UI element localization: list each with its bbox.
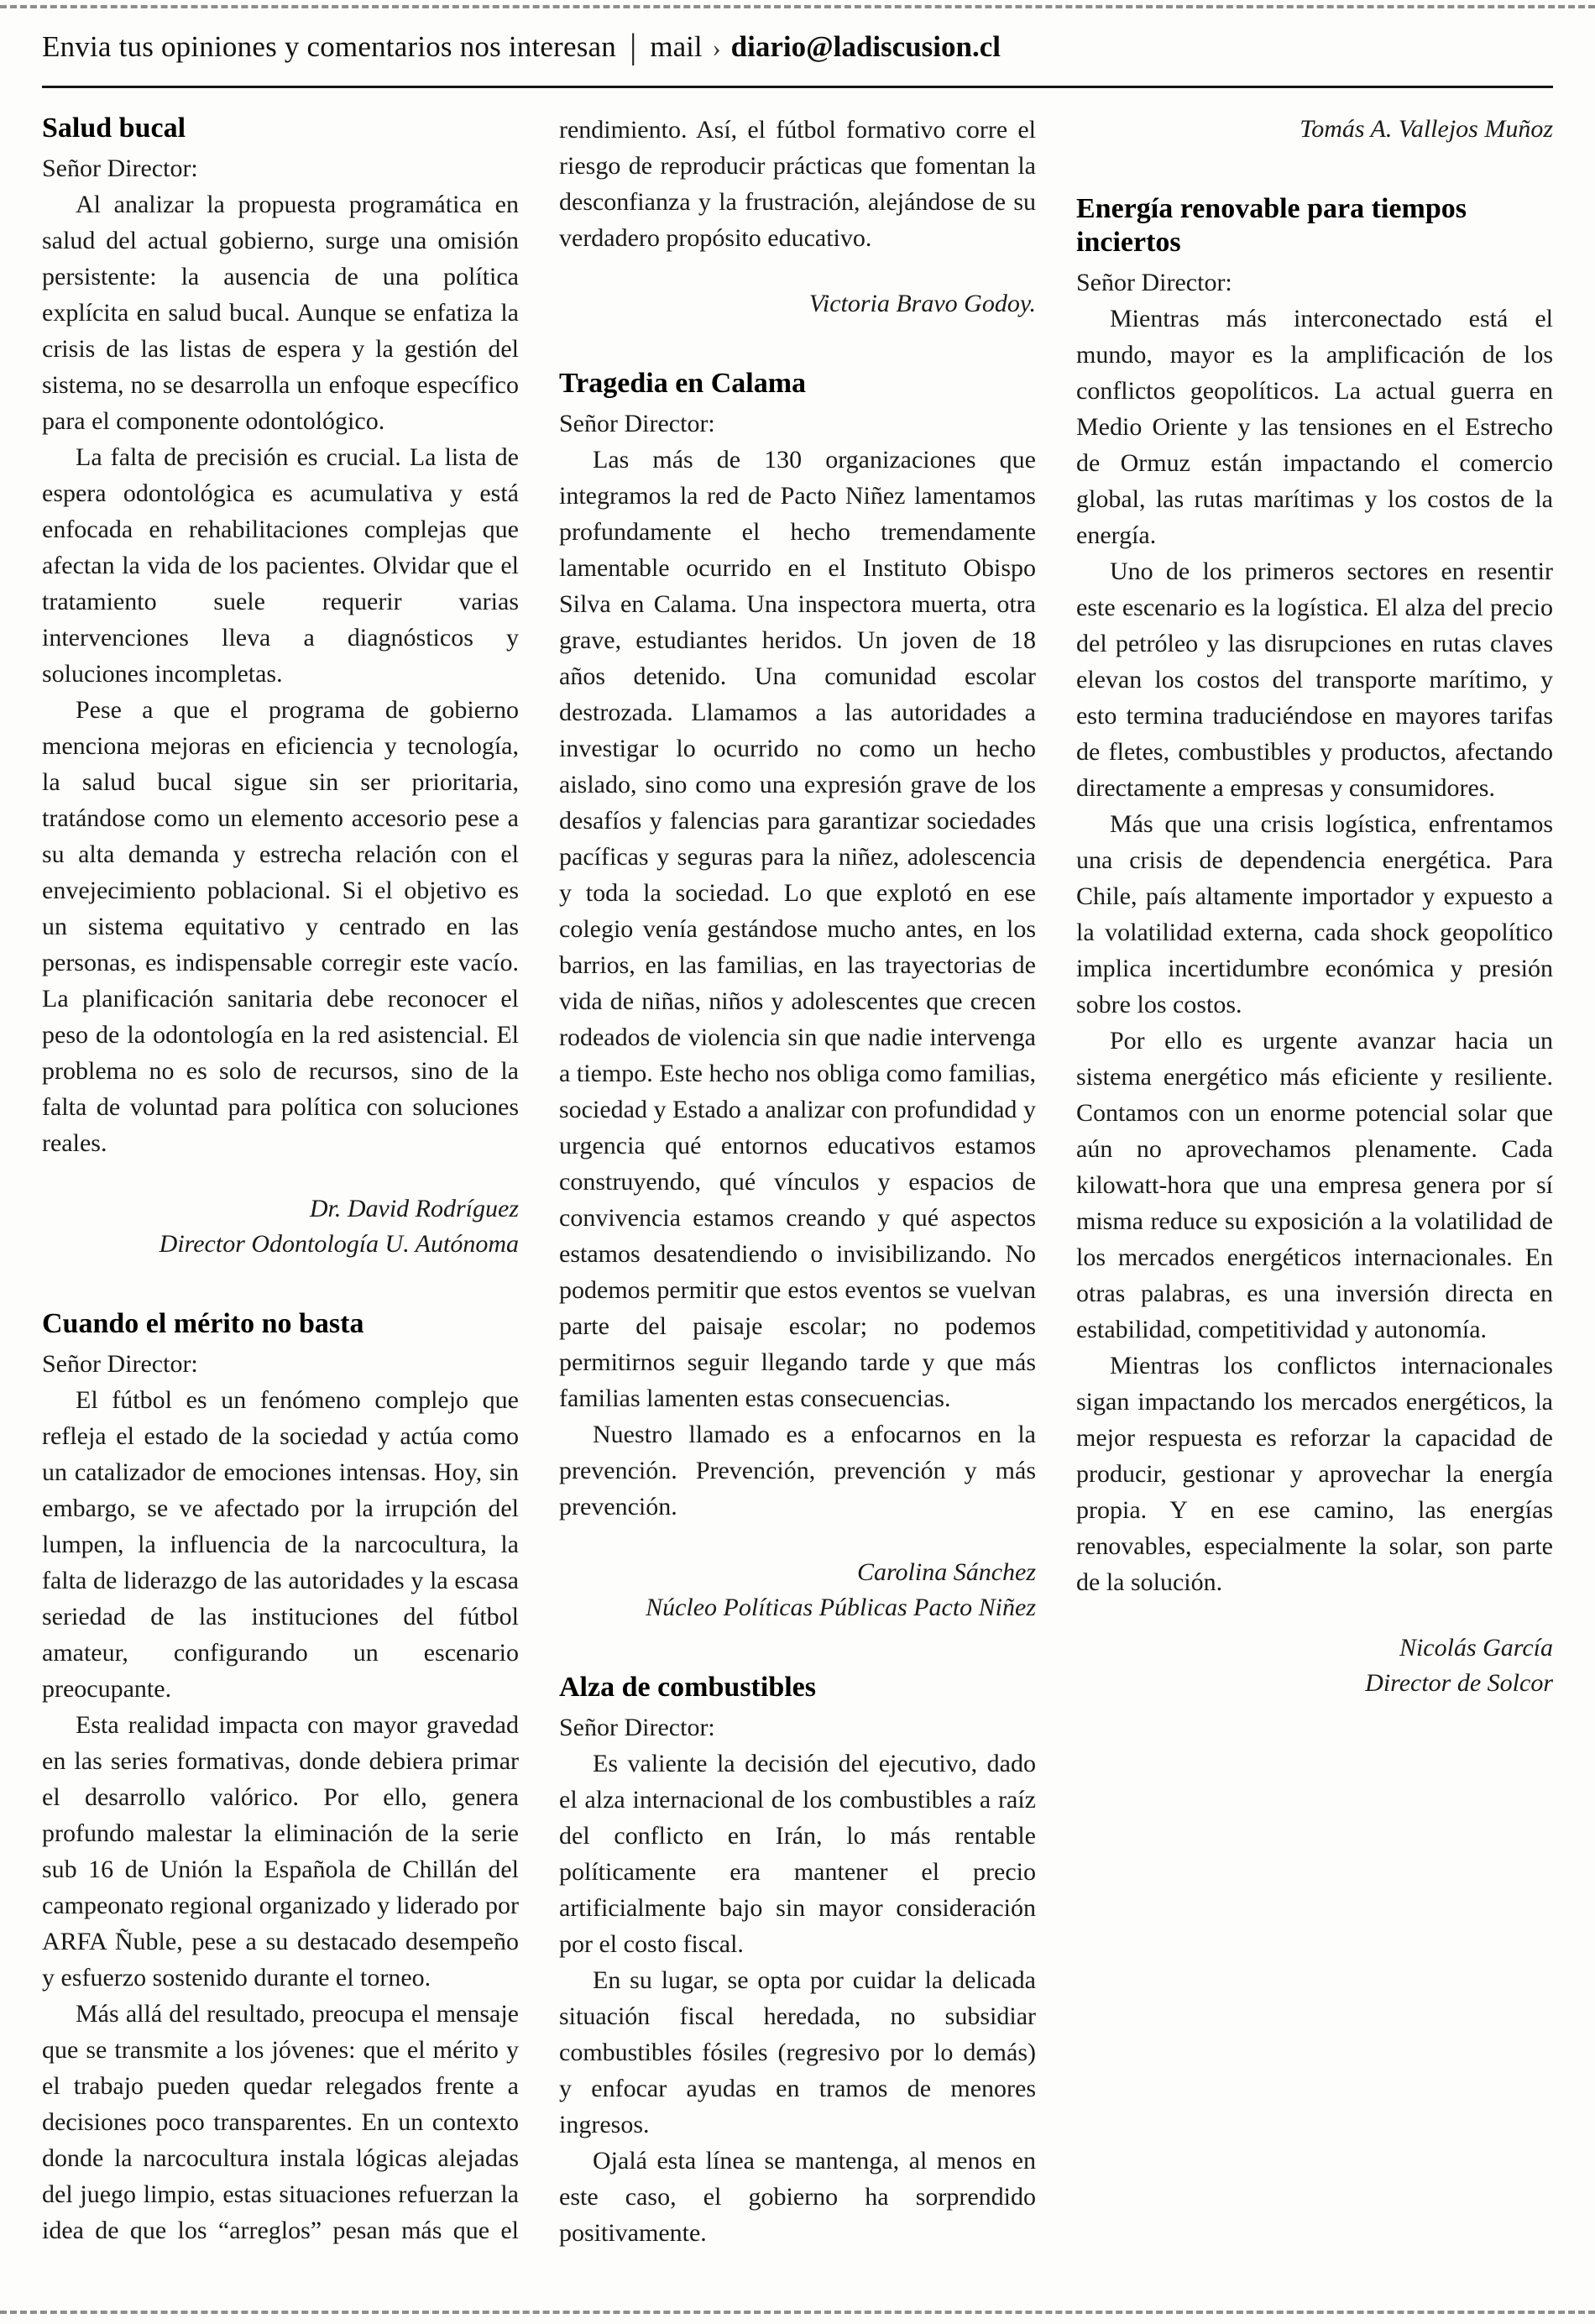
masthead-divider: | — [630, 28, 637, 66]
masthead-invite-text: Envia tus opiniones y comentarios nos interesan — [42, 30, 616, 63]
letter-tragedia-en-calama — [559, 367, 1036, 1625]
letter-paragraph: La falta de precisión es crucial. La lista de espera odontológica es acumulativa y está enfocada en rehabilitaciones complejas que afectan la vida de los pacientes. Olvidar que el tratamiento suele requerir varias intervenciones lleva a diagnósticos y soluciones incompletas. — [42, 443, 519, 688]
masthead-email-address: diario@ladiscusion.cl — [730, 30, 1001, 63]
letter-salud-bucal — [42, 112, 519, 1262]
letter-salutation: Señor Director: — [42, 154, 198, 182]
signature-line: Tomás A. Vallejos Muñoz — [1300, 115, 1553, 143]
letter-title: Energía renovable para tiempos inciertos — [1076, 193, 1467, 258]
letter-paragraph: Nuestro llamado es a enfocarnos en la prevención. Prevención, prevención y más prevención. — [559, 1421, 1036, 1521]
signature-line: Dr. David Rodríguez — [309, 1195, 519, 1222]
letter-paragraph: Ojalá esta línea se mantenga, al menos en este caso, el gobierno ha sorprendido positivamente. — [559, 2147, 1036, 2247]
letter-paragraph: Uno de los primeros sectores en resentir este escenario es la logística. El alza del precio del petróleo y las disrupciones en rutas claves elevan los costos del transporte marítimo, y esto termina traduciéndose en mayores tarifas de fletes, combustibles y productos, afectando directamente a empresas y consumidores. — [1076, 557, 1553, 802]
chevron-right-icon: › — [712, 34, 721, 62]
page-cut-mark-bottom — [0, 2311, 1595, 2314]
letter-paragraph: Al analizar la propuesta programática en salud del actual gobierno, surge una omisión persistente: la ausencia de una política explícita en salud bucal. Aunque se enfatiza la crisis de las listas de espera y la gestión del sistema, no se desarrolla un enfoque específico para el componente odontológico. — [42, 191, 519, 435]
signature-line: Núcleo Políticas Públicas Pacto Niñez — [646, 1594, 1036, 1621]
letter-paragraph: Es valiente la decisión del ejecutivo, dado el alza internacional de los combustibles a raíz del conflicto en Irán, lo más rentable políticamente era mantener el precio artificialmente bajo sin mayor consideración por el costo fiscal. — [559, 1750, 1036, 1958]
letters-page — [42, 0, 1553, 2278]
letter-paragraph: El fútbol es un fenómeno complejo que refleja el estado de la sociedad y actúa como un catalizador de emociones intensas. Hoy, sin embargo, se ve afectado por la irrupción del lumpen, la influencia de la narcocultura, la falta de liderazgo de las autoridades y la escasa seriedad de las instituciones del fútbol amateur, configurando un escenario preocupante. — [42, 1386, 519, 1703]
letter-paragraph: Por ello es urgente avanzar hacia un sistema energético más eficiente y resiliente. Contamos con un enorme potencial solar que aún no aprovechamos plenamente. Cada kilowatt-hora que una empresa genera por sí misma reduce su exposición a la volatilidad de los mercados energéticos internacionales. En otras palabras, es una inversión directa en estabilidad, competitividad y autonomía. — [1076, 1027, 1553, 1343]
letter-signature — [559, 1555, 1036, 1625]
letter-title: Cuando el mérito no basta — [42, 1308, 364, 1339]
signature-line: Director de Solcor — [1365, 1669, 1553, 1697]
letter-salutation: Señor Director: — [42, 1350, 198, 1378]
letter-paragraph: Mientras los conflictos internacionales sigan impactando los mercados energéticos, la mejor respuesta es reforzar la capacidad de producir, gestionar y aprovechar la energía propia. Y en ese camino, las energías renovables, especialmente la solar, son parte de la solución. — [1076, 1352, 1553, 1596]
signature-line: Nicolás García — [1399, 1634, 1553, 1662]
signature-line: Victoria Bravo Godoy. — [808, 290, 1036, 317]
letter-title: Alza de combustibles — [559, 1672, 816, 1703]
letter-signature — [1076, 112, 1553, 147]
letter-paragraph: Esta realidad impacta con mayor gravedad en las series formativas, donde debiera primar el desarrollo valórico. Por ello, genera profundo malestar la eliminación de la serie sub 16 de Unión la Española de Chillán del campeonato regional organizado y liderado por ARFA Ñuble, pese a su destacado desempeño y esfuerzo sostenido durante el torneo. — [42, 1711, 519, 1992]
signature-line: Director Odontología U. Autónoma — [159, 1230, 519, 1258]
letter-paragraph: Las más de 130 organizaciones que integramos la red de Pacto Niñez lamentamos profundamente el hecho tremendamente lamentable ocurrido en el Instituto Obispo Silva en Calama. Una inspectora muerta, otra grave, estudiantes heridos. Un joven de 18 años detenido. Una comunidad escolar destrozada. Llamamos a las autoridades a investigar lo ocurrido no como un hecho aislado, sino como una expresión grave de los desafíos y falencias para garantizar sociedades pacíficas y seguras para la niñez, adolescencia y toda la sociedad. Lo que explotó en ese colegio venía gestándose mucho antes, en los barrios, en las familias, en las trayectorias de vida de niñas, niños y adolescentes que crecen rodeados de violencia sin que nadie intervenga a tiempo. Este hecho nos obliga como familias, sociedad y Estado a analizar con profundidad y urgencia qué entornos educativos estamos construyendo, qué vínculos y espacios de convivencia estamos creando y qué aspectos estamos desatendiendo o invisibilizando. No podemos permitir que estos eventos se vuelvan parte del paisaje escolar; no podemos permitirnos seguir llegando tarde y que más familias lamenten estas consecuencias. — [559, 446, 1036, 1412]
letter-salutation: Señor Director: — [559, 410, 715, 437]
letters-columns — [42, 112, 1553, 2278]
letter-signature — [559, 286, 1036, 322]
letter-paragraph: En su lugar, se opta por cuidar la delicada situación fiscal heredada, no subsidiar combustibles fósiles (regresivo por lo demás) y enfocar ayudas en tramos de menores ingresos. — [559, 1966, 1036, 2138]
opinions-masthead — [42, 27, 1553, 67]
letter-title: Tragedia en Calama — [559, 368, 807, 399]
masthead-mail-label: mail — [650, 30, 703, 63]
letter-signature — [42, 1191, 519, 1262]
letter-signature — [1076, 1630, 1553, 1701]
signature-line: Carolina Sánchez — [856, 1558, 1036, 1586]
letter-paragraph: Más allá del resultado, preocupa el mensaje que se transmite a los jóvenes: que el mérito y el trabajo pueden quedar relegados frente a decisiones poco transparentes. En un contexto donde la narcocultura instala lógicas alejadas del juego limpio, estas situaciones refuerzan la idea de que los “arreglos” pesan más que el rendimiento. Así, el fútbol formativo corre el riesgo de reproducir prácticas que fomentan la desconfianza y la frustración, alejándose de su verdadero propósito educativo. — [42, 116, 1036, 2244]
masthead-rule — [42, 86, 1553, 88]
letter-paragraph: Más que una crisis logística, enfrentamos una crisis de dependencia energética. Para Chile, país altamente importador y expuesto a la volatilidad externa, cada shock geopolítico implica incertidumbre económica y presión sobre los costos. — [1076, 810, 1553, 1018]
letter-salutation: Señor Director: — [1076, 269, 1232, 296]
letter-title: Salud bucal — [42, 113, 186, 144]
letter-paragraph: Pese a que el programa de gobierno menciona mejoras en eficiencia y tecnología, la salud bucal sigue sin ser prioritaria, tratándose como un elemento accesorio pese a su alta demanda y estrecha relación con el envejecimiento poblacional. Si el objetivo es un sistema equitativo y centrado en las personas, es indispensable corregir este vacío. La planificación sanitaria debe reconocer el peso de la odontología en la red asistencial. El problema no es solo de recursos, sino de la falta de voluntad para política con soluciones reales. — [42, 696, 519, 1157]
letter-salutation: Señor Director: — [559, 1714, 715, 1741]
letter-energia-renovable — [1076, 192, 1553, 1701]
letter-paragraph: Mientras más interconectado está el mundo, mayor es la amplificación de los conflictos geopolíticos. La actual guerra en Medio Oriente y las tensiones en el Estrecho de Ormuz están impactando el comercio global, las rutas marítimas y los costos de la energía. — [1076, 305, 1553, 549]
